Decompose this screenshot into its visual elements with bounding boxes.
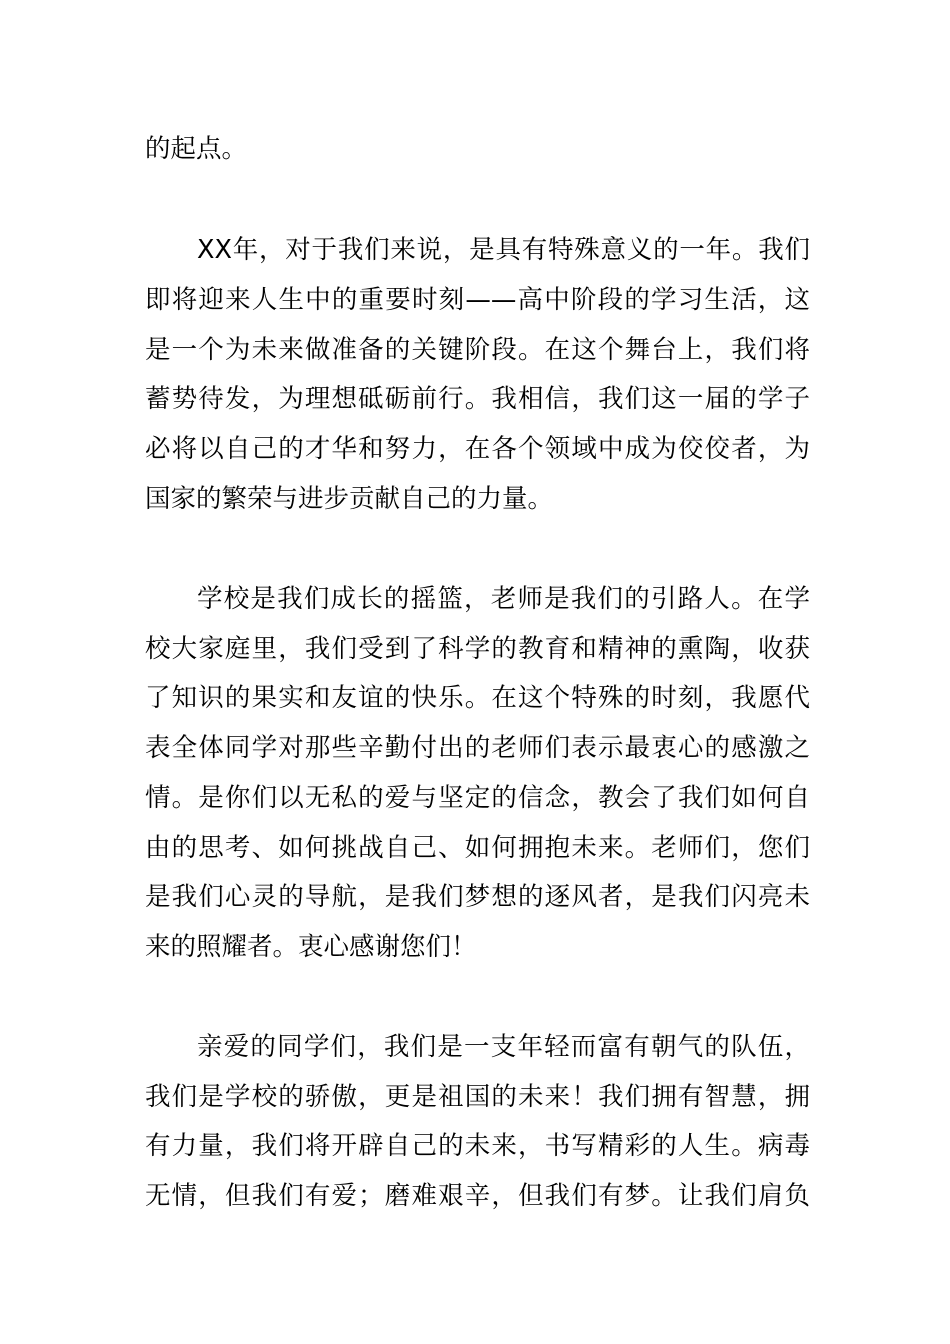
paragraph-line: 由的思考、如何挑战自己、如何拥抱未来。老师们，您们 [145,833,810,863]
paragraph-line: 校大家庭里，我们受到了科学的教育和精神的熏陶，收获 [145,634,810,664]
paragraph-line: XX年，对于我们来说，是具有特殊意义的一年。我们 [197,235,810,265]
paragraph-line: 来的照耀者。衷心感谢您们！ [145,932,477,962]
paragraph-line: 蓄势待发，为理想砥砺前行。我相信，我们这一届的学子 [145,384,810,414]
paragraph-line: 即将迎来人生中的重要时刻——高中阶段的学习生活，这 [145,285,810,315]
paragraph-line: 表全体同学对那些辛勤付出的老师们表示最衷心的感激之 [145,733,810,763]
paragraph-line: 是一个为未来做准备的关键阶段。在这个舞台上，我们将 [145,335,810,365]
paragraph-line: 是我们心灵的导航，是我们梦想的逐风者，是我们闪亮未 [145,882,810,912]
paragraph-line: 了知识的果实和友谊的快乐。在这个特殊的时刻，我愿代 [145,683,810,713]
paragraph-line: 必将以自己的才华和努力，在各个领域中成为佼佼者，为 [145,434,810,464]
paragraph-line: 亲爱的同学们，我们是一支年轻而富有朝气的队伍， [197,1032,810,1062]
paragraph-line: 学校是我们成长的摇篮，老师是我们的引路人。在学 [197,584,810,614]
paragraph-line: 情。是你们以无私的爱与坚定的信念，教会了我们如何自 [145,783,810,813]
paragraph-line: 国家的繁荣与进步贡献自己的力量。 [145,484,554,514]
paragraph-line: 有力量，我们将开辟自己的未来，书写精彩的人生。病毒 [145,1131,810,1161]
paragraph-line: 的起点。 [145,134,248,164]
paragraph-line: 我们是学校的骄傲，更是祖国的未来！我们拥有智慧，拥 [145,1082,810,1112]
paragraph-line: 无情，但我们有爱；磨难艰辛，但我们有梦。让我们肩负 [145,1181,810,1211]
